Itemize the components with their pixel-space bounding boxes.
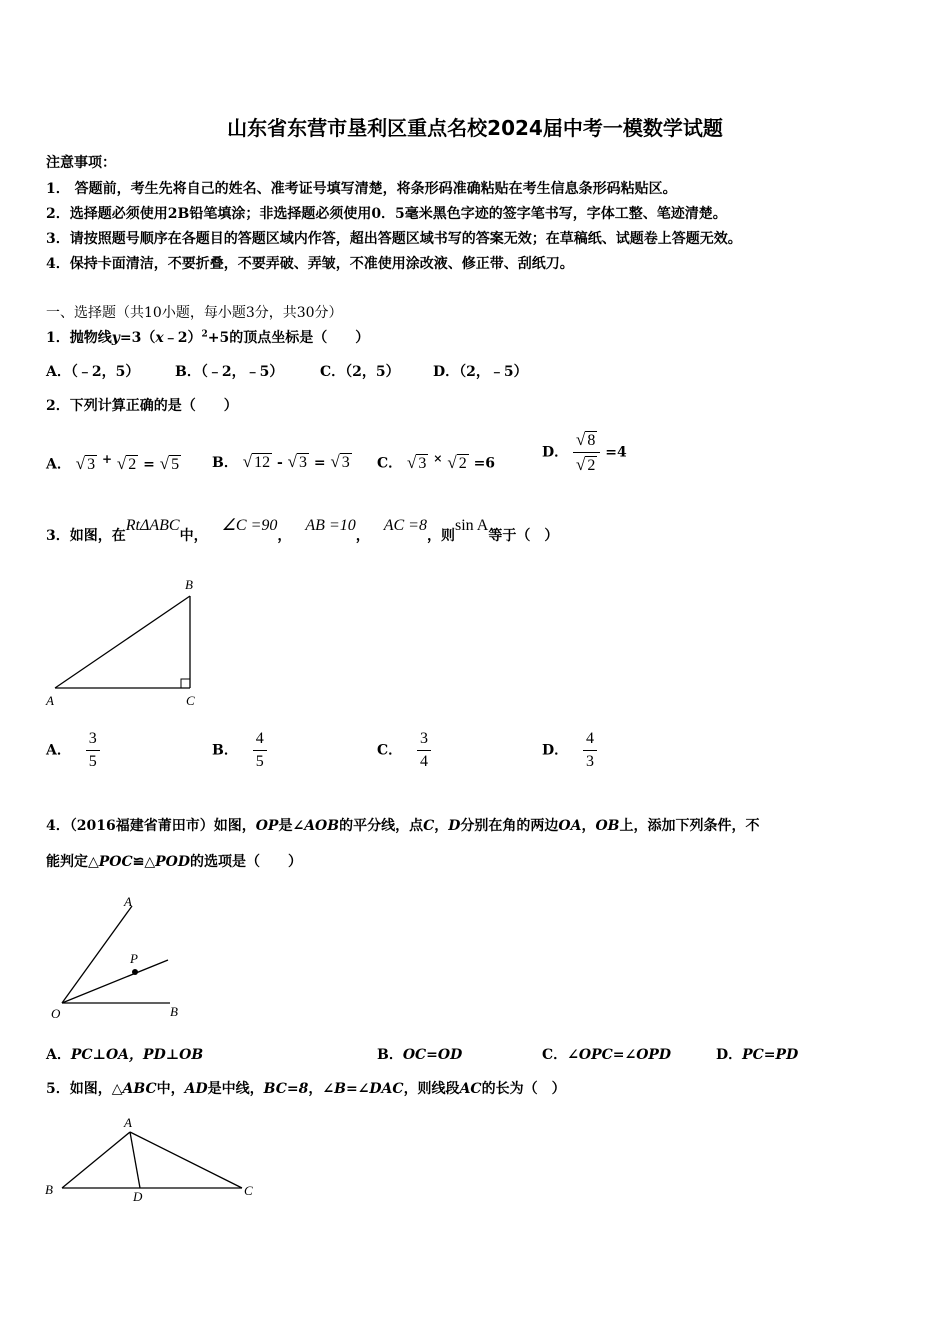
q4-label-opt-b: B． — [377, 1047, 403, 1063]
q4-option-a — [46, 1044, 203, 1064]
q5-median-ad — [130, 1132, 140, 1188]
q3-angle-c: ∠C =90 — [221, 517, 278, 534]
q2a-eq: = — [143, 456, 155, 473]
q3-text-5: ，则 — [426, 528, 455, 544]
q4-text-opt-b: OC=OD — [402, 1047, 463, 1063]
question-2-stem: 2．下列计算正确的是（ ） — [46, 398, 238, 414]
q3-option-d — [542, 730, 597, 771]
q3-label-c: C — [186, 693, 195, 708]
q2-label-a: A． — [46, 456, 71, 473]
q4-t2: 是∠ — [278, 818, 305, 834]
q1-var-y: y — [111, 330, 120, 346]
q2b-op: - — [276, 455, 283, 471]
q2c-op: × — [433, 452, 443, 465]
q3-label-opt-a: A． — [46, 742, 71, 759]
q3-frac-c: $\frac{3}{4}$ — [417, 730, 431, 771]
q4-label-p: P — [130, 951, 138, 966]
q3-text-2: 中， — [179, 528, 208, 544]
sqrt-icon: √ 2 — [116, 453, 137, 473]
question-3-stem — [46, 515, 559, 544]
q5-triangle-figure — [40, 1112, 270, 1212]
q4-t7: 上，添加下列条件，不 — [619, 818, 760, 834]
q1-option-b: B．（﹣2，﹣5） — [175, 364, 284, 380]
sqrt-icon: √ 3 — [287, 452, 307, 471]
q1-text-c: =3（ — [119, 330, 156, 346]
q5-dac: DAC — [369, 1081, 404, 1097]
q5-t2: 中， — [156, 1081, 185, 1097]
q4-option-c — [542, 1044, 671, 1064]
notice-item-2: 2．选择题必须使用2B铅笔填涂；非选择题必须使用0．5毫米黑色字迹的签字笔书写，字体工整、笔迹清楚。 — [46, 206, 727, 222]
q1-text-g: +5的顶点坐标是（ ） — [207, 330, 370, 346]
q4-label-opt-c: C． — [542, 1047, 568, 1063]
q3-label-a: A — [46, 693, 54, 708]
q3-ab: AB =10 — [305, 517, 356, 534]
q1-var-x: x — [155, 330, 164, 346]
right-angle-icon — [181, 679, 190, 688]
q3-label-opt-d: D． — [542, 742, 569, 759]
q2b-eq: = — [313, 455, 326, 471]
q1-option-a: A．（﹣2，5） — [46, 364, 140, 380]
q5-abc: ABC — [122, 1081, 157, 1097]
q3-text-4: ， — [355, 528, 370, 544]
sqrt-icon: √ 5 — [159, 453, 180, 473]
q3-triangle-figure — [40, 572, 220, 712]
q4-aob: AOB — [304, 818, 340, 834]
q2-option-d — [542, 430, 627, 475]
q1-option-d: D．（2，﹣5） — [433, 364, 528, 380]
q4-option-d — [716, 1044, 798, 1064]
q3-label-opt-b: B． — [212, 742, 238, 759]
q5-t4: ，∠ — [308, 1081, 335, 1097]
q2-option-a — [46, 452, 181, 474]
sqrt-icon: √ 12 — [242, 452, 271, 471]
q5-t7: 的长为（ ） — [481, 1081, 566, 1097]
section-heading: 一、选择题（共10小题，每小题3分，共30分） — [46, 305, 343, 321]
q4-t5: 分别在角的两边 — [460, 818, 559, 834]
q4-label-opt-a: A． — [46, 1047, 71, 1063]
q4-d: D — [448, 818, 461, 834]
q1-text-a: 1．抛物线 — [46, 330, 112, 346]
q4-t6: ， — [581, 818, 596, 834]
q4-t4: ， — [434, 818, 449, 834]
q1-exponent: 2 — [201, 329, 208, 340]
q4-op: OP — [255, 818, 279, 834]
notice-item-4: 4．保持卡面清洁，不要折叠，不要弄破、弄皱，不准使用涂改液、修正带、刮纸刀。 — [46, 256, 574, 272]
q4-label-o: O — [51, 1006, 61, 1021]
question-5-stem — [46, 1078, 566, 1098]
q3-rt-abc: RtΔABC — [125, 517, 180, 534]
q3-frac-a: $\frac{3}{5}$ — [86, 730, 100, 771]
q4-poc: POC — [98, 854, 133, 870]
q4-t10: 的选项是（ ） — [190, 854, 303, 870]
q5-side-ac — [130, 1132, 242, 1188]
question-1-stem — [46, 327, 369, 347]
q4-oa: OA — [558, 818, 582, 834]
q2-label-b: B． — [212, 455, 238, 471]
notice-heading: 注意事项： — [46, 155, 116, 171]
q3-label-b: B — [185, 577, 193, 592]
q5-label-d: D — [133, 1189, 143, 1204]
q3-ac: AC =8 — [383, 517, 427, 534]
q3-option-c — [377, 730, 431, 771]
q5-t5: =∠ — [345, 1081, 370, 1097]
q4-pod: POD — [155, 854, 191, 870]
q2-option-b — [212, 452, 352, 472]
q5-label-b: B — [45, 1182, 53, 1197]
q4-text-opt-c: ∠OPC=∠OPD — [567, 1047, 672, 1063]
q2d-eq: =4 — [605, 444, 627, 461]
notice-item-3: 3．请按照题号顺序在各题目的答题区域内作答，超出答题区域书写的答案无效；在草稿纸、试题卷上答题无效。 — [46, 231, 742, 247]
q4-angle-figure — [40, 888, 200, 1028]
q4-text-opt-a: PC⊥OA，PD⊥OB — [70, 1047, 204, 1063]
q5-t6: ，则线段 — [403, 1081, 460, 1097]
q3-text-6: 等于（ ） — [488, 528, 559, 544]
q5-side-ab — [62, 1132, 130, 1188]
q5-t3: 是中线， — [207, 1081, 264, 1097]
q3-text-1: 3．如图，在 — [46, 528, 126, 544]
q4-t3: 的平分线，点 — [339, 818, 424, 834]
sqrt-icon: √ 2 — [447, 452, 467, 472]
q4-t1: 4．（2016福建省莆田市）如图， — [46, 818, 256, 834]
q2d-fraction — [573, 430, 600, 475]
q5-ac: AC — [459, 1081, 482, 1097]
sqrt-icon: √ 3 — [407, 452, 427, 472]
q2-label-d: D． — [542, 444, 569, 461]
q3-frac-b: $\frac{4}{5}$ — [253, 730, 267, 771]
q2-option-c — [377, 452, 495, 473]
q2a-op: + — [101, 452, 113, 466]
q3-side-ab — [55, 596, 190, 688]
q4-t8: 能判定△ — [46, 854, 99, 870]
q4-label-opt-d: D． — [716, 1047, 743, 1063]
page-title: 山东省东营市垦利区重点名校2024届中考一模数学试题 — [227, 116, 723, 140]
q1-option-c: C．（2，5） — [320, 364, 400, 380]
q5-b: B — [334, 1081, 346, 1097]
q4-t9: ≌△ — [132, 854, 156, 870]
q3-label-opt-c: C． — [377, 742, 403, 759]
notice-item-1: 1． 答题前，考生先将自己的姓名、准考证号填写清楚，将条形码准确粘贴在考生信息条形码粘贴区。 — [46, 181, 677, 197]
sqrt-icon: √ 3 — [330, 452, 350, 471]
q5-t1: 5．如图，△ — [46, 1081, 123, 1097]
q1-text-e: ﹣2） — [163, 330, 202, 346]
q3-sin-a: sin A — [454, 517, 489, 534]
q2-label-c: C． — [377, 455, 403, 472]
q5-ad: AD — [184, 1081, 208, 1097]
q4-ob: OB — [595, 818, 620, 834]
sqrt-icon: √ 8 — [576, 430, 596, 449]
q3-option-a — [46, 730, 100, 771]
question-4-line-1 — [46, 815, 759, 835]
q2c-eq: =6 — [473, 455, 496, 472]
sqrt-icon: √ 2 — [576, 455, 596, 474]
q4-label-a: A — [124, 894, 132, 909]
q4-option-b — [377, 1044, 462, 1064]
q4-point-p — [132, 969, 138, 975]
q3-text-3: ， — [277, 528, 292, 544]
q5-label-c: C — [244, 1183, 253, 1198]
q4-text-opt-d: PC=PD — [742, 1047, 799, 1063]
sqrt-icon: √ 3 — [75, 453, 96, 473]
q3-option-b — [212, 730, 267, 771]
q5-bc: BC=8 — [263, 1081, 309, 1097]
q5-label-a: A — [124, 1115, 132, 1130]
q4-c: C — [423, 818, 435, 834]
q4-label-b: B — [170, 1004, 178, 1019]
question-4-line-2 — [46, 851, 302, 871]
q3-frac-d: $\frac{4}{3}$ — [583, 730, 597, 771]
